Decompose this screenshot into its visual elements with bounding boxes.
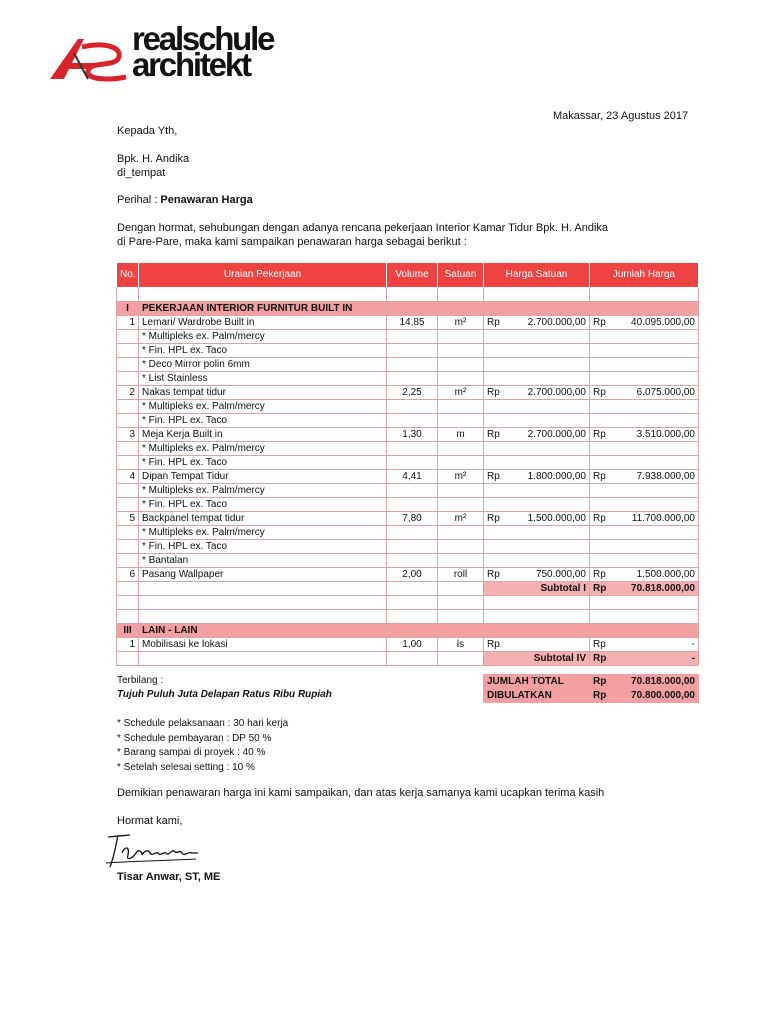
terbilang-text: Tujuh Puluh Juta Delapan Ratus Ribu Rupiah <box>117 689 332 700</box>
item-unit <box>438 554 484 568</box>
subtotal-amount: - <box>691 652 695 664</box>
item-total-value: 3.510.000,00 <box>636 428 695 440</box>
table-cell <box>484 554 590 568</box>
table-cell <box>139 652 387 666</box>
item-unit-price-value: 2.700.000,00 <box>527 316 586 328</box>
table-cell <box>438 302 484 316</box>
item-unit-price <box>484 512 590 526</box>
subtotal-value <box>590 652 699 666</box>
table-cell <box>484 288 590 302</box>
item-description: * Fin. HPL ex. Taco <box>139 540 387 554</box>
currency: Rp <box>487 428 500 440</box>
table-row <box>117 400 699 414</box>
item-volume <box>387 442 438 456</box>
item-volume <box>387 498 438 512</box>
table-cell <box>387 582 438 596</box>
table-cell <box>484 344 590 358</box>
table-cell <box>590 372 699 386</box>
quotation-table <box>116 262 699 666</box>
currency: Rp <box>487 386 500 398</box>
table-cell <box>590 610 699 624</box>
item-volume <box>387 484 438 498</box>
table-cell <box>117 610 139 624</box>
item-volume: 1,30 <box>387 428 438 442</box>
note-line: * Barang sampai di proyek : 40 % <box>117 747 266 758</box>
company-name-line1: realschule <box>132 20 274 57</box>
item-no <box>117 456 139 470</box>
table-cell <box>590 624 699 638</box>
table-row <box>117 428 699 442</box>
item-total-value: 40.095.000,00 <box>631 316 695 328</box>
item-no: 4 <box>117 470 139 484</box>
table-cell <box>139 288 387 302</box>
item-total-value: 6.075.000,00 <box>636 386 695 398</box>
table-row <box>117 484 699 498</box>
table-cell <box>484 358 590 372</box>
item-description: * Deco Mirror polin 6mm <box>139 358 387 372</box>
item-unit-price-value: 2.700.000,00 <box>527 386 586 398</box>
item-no <box>117 414 139 428</box>
item-unit <box>438 330 484 344</box>
table-row <box>117 512 699 526</box>
item-description: * Multipleks ex. Palm/mercy <box>139 330 387 344</box>
item-description: * Bantalan <box>139 554 387 568</box>
table-row <box>117 344 699 358</box>
item-volume: 1,00 <box>387 638 438 652</box>
item-unit-price-value: 1.500.000,00 <box>527 512 586 524</box>
table-row <box>117 330 699 344</box>
item-no: 1 <box>117 638 139 652</box>
header-uraian: Uraian Pekerjaan <box>139 263 387 288</box>
greeting: Kepada Yth, <box>117 125 178 137</box>
table-cell <box>484 540 590 554</box>
dibulatkan-label: DIBULATKAN <box>484 689 590 703</box>
item-total-value: 1.500.000,00 <box>636 568 695 580</box>
item-total <box>590 386 699 400</box>
table-cell <box>139 596 387 610</box>
item-unit <box>438 442 484 456</box>
item-volume: 14,85 <box>387 316 438 330</box>
subtotal-row <box>117 652 699 666</box>
item-unit: ls <box>438 638 484 652</box>
item-volume <box>387 330 438 344</box>
item-unit <box>438 372 484 386</box>
item-unit: m <box>438 428 484 442</box>
item-description: Dipan Tempat Tidur <box>139 470 387 484</box>
item-description: * List Stainless <box>139 372 387 386</box>
section-no: I <box>117 302 139 316</box>
section-no: III <box>117 624 139 638</box>
table-cell <box>484 624 590 638</box>
table-cell <box>484 526 590 540</box>
item-unit-price-value: 1.800.000,00 <box>527 470 586 482</box>
item-total <box>590 568 699 582</box>
table-cell <box>387 302 438 316</box>
table-cell <box>484 330 590 344</box>
table-row <box>117 414 699 428</box>
currency: Rp <box>593 582 607 594</box>
signer-name: Tisar Anwar, ST, ME <box>117 871 221 883</box>
currency: Rp <box>590 689 612 703</box>
table-cell <box>484 442 590 456</box>
item-volume <box>387 456 438 470</box>
item-description: Backpanel tempat tidur <box>139 512 387 526</box>
total-row <box>484 675 699 689</box>
table-cell <box>484 484 590 498</box>
currency: Rp <box>593 386 606 398</box>
item-description: Lemari/ Wardrobe Built in <box>139 316 387 330</box>
item-total-value: - <box>691 638 695 650</box>
empty-row <box>117 596 699 610</box>
table-cell <box>438 624 484 638</box>
table-cell <box>438 288 484 302</box>
item-volume <box>387 414 438 428</box>
table-cell <box>387 288 438 302</box>
item-unit <box>438 498 484 512</box>
currency: Rp <box>593 652 607 664</box>
item-no: 3 <box>117 428 139 442</box>
header-satuan: Satuan <box>438 263 484 288</box>
header-no: No. <box>117 263 139 288</box>
company-logo-icon <box>48 33 130 85</box>
item-unit <box>438 400 484 414</box>
intro-line-1: Dengan hormat, sehubungan dengan adanya rencana pekerjaan Interior Kamar Tidur Bpk. H. Andika <box>117 222 609 234</box>
item-no <box>117 484 139 498</box>
table-row <box>117 456 699 470</box>
item-no <box>117 540 139 554</box>
table-cell <box>117 582 139 596</box>
item-no <box>117 400 139 414</box>
table-row <box>117 540 699 554</box>
table-row <box>117 526 699 540</box>
subtotal-value <box>590 582 699 596</box>
table-cell <box>484 610 590 624</box>
item-description: * Multipleks ex. Palm/mercy <box>139 526 387 540</box>
item-description: * Multipleks ex. Palm/mercy <box>139 442 387 456</box>
item-volume: 2,25 <box>387 386 438 400</box>
recipient-place: di_tempat <box>117 167 166 179</box>
item-no: 5 <box>117 512 139 526</box>
subject-label: Perihal : <box>117 194 161 206</box>
table-cell <box>590 358 699 372</box>
item-unit-price <box>484 428 590 442</box>
table-row <box>117 358 699 372</box>
table-row <box>117 386 699 400</box>
table-row <box>117 568 699 582</box>
subtotal-row <box>117 582 699 596</box>
item-volume: 2,00 <box>387 568 438 582</box>
subtotal-amount: 70.818.000,00 <box>631 582 695 594</box>
currency: Rp <box>593 316 606 328</box>
currency: Rp <box>487 638 500 650</box>
table-cell <box>484 372 590 386</box>
currency: Rp <box>593 512 606 524</box>
empty-row <box>117 610 699 624</box>
item-unit <box>438 344 484 358</box>
table-header-row <box>117 263 699 288</box>
table-cell <box>484 414 590 428</box>
currency: Rp <box>487 512 500 524</box>
table-row <box>117 554 699 568</box>
item-no: 6 <box>117 568 139 582</box>
item-description: * Fin. HPL ex. Taco <box>139 414 387 428</box>
item-unit-price <box>484 470 590 484</box>
table-cell <box>438 582 484 596</box>
table-cell <box>590 442 699 456</box>
table-cell <box>590 288 699 302</box>
table-cell <box>590 526 699 540</box>
item-total <box>590 638 699 652</box>
item-unit: m² <box>438 386 484 400</box>
closing-text: Demikian penawaran harga ini kami sampaikan, dan atas kerja samanya kami ucapkan terima kasih <box>117 787 605 799</box>
item-unit: m² <box>438 512 484 526</box>
signature-image <box>100 823 204 871</box>
totals-table <box>483 674 699 703</box>
item-description: Mobilisasi ke lokasi <box>139 638 387 652</box>
section-title: PEKERJAAN INTERIOR FURNITUR BUILT IN <box>139 302 387 316</box>
table-cell <box>484 400 590 414</box>
table-cell <box>387 596 438 610</box>
item-total <box>590 470 699 484</box>
table-row <box>117 470 699 484</box>
currency: Rp <box>487 316 500 328</box>
item-no <box>117 526 139 540</box>
recipient-name: Bpk. H. Andika <box>117 153 190 165</box>
item-total-value: 11.700.000,00 <box>631 512 695 524</box>
table-cell <box>387 624 438 638</box>
table-cell <box>590 596 699 610</box>
item-unit <box>438 414 484 428</box>
item-description: * Multipleks ex. Palm/mercy <box>139 400 387 414</box>
table-cell <box>484 302 590 316</box>
item-no <box>117 344 139 358</box>
subtotal-label: Subtotal IV <box>484 652 590 666</box>
item-volume <box>387 358 438 372</box>
item-unit <box>438 358 484 372</box>
item-unit-price <box>484 568 590 582</box>
table-cell <box>484 456 590 470</box>
item-volume <box>387 526 438 540</box>
table-cell <box>387 610 438 624</box>
table-cell <box>139 582 387 596</box>
table-cell <box>590 540 699 554</box>
item-no <box>117 330 139 344</box>
currency: Rp <box>593 568 606 580</box>
terbilang-label: Terbilang : <box>117 675 164 686</box>
item-no <box>117 358 139 372</box>
table-cell <box>117 652 139 666</box>
item-description: * Fin. HPL ex. Taco <box>139 498 387 512</box>
item-volume <box>387 372 438 386</box>
item-total <box>590 512 699 526</box>
currency: Rp <box>593 470 606 482</box>
table-cell <box>484 596 590 610</box>
item-unit-price <box>484 316 590 330</box>
table-row <box>117 316 699 330</box>
item-volume <box>387 554 438 568</box>
section-title: LAIN - LAIN <box>139 624 387 638</box>
table-cell <box>590 554 699 568</box>
table-cell <box>590 484 699 498</box>
quotation-body <box>117 288 699 666</box>
company-name-line2: architekt <box>132 46 250 83</box>
letter-date: Makassar, 23 Agustus 2017 <box>553 110 689 122</box>
item-volume: 7,80 <box>387 512 438 526</box>
item-volume: 4,41 <box>387 470 438 484</box>
item-volume <box>387 400 438 414</box>
table-row <box>117 372 699 386</box>
item-no <box>117 498 139 512</box>
rounded-row <box>484 689 699 703</box>
section-row <box>117 302 699 316</box>
currency: Rp <box>487 568 500 580</box>
regards-text: Hormat kami, <box>117 815 183 827</box>
item-description: Pasang Wallpaper <box>139 568 387 582</box>
subject-line <box>117 193 253 207</box>
item-description: * Fin. HPL ex. Taco <box>139 344 387 358</box>
empty-row <box>117 288 699 302</box>
subject-text: Penawaran Harga <box>160 194 253 206</box>
schedule-notes <box>117 717 288 775</box>
table-cell <box>117 596 139 610</box>
header-jumlah-harga: Jumlah Harga <box>590 263 699 288</box>
company-name <box>132 20 274 83</box>
item-unit <box>438 540 484 554</box>
item-description: Nakas tempat tidur <box>139 386 387 400</box>
item-unit-price-value: 750.000,00 <box>535 568 586 580</box>
item-unit: m² <box>438 470 484 484</box>
table-cell <box>387 652 438 666</box>
item-total <box>590 316 699 330</box>
currency: Rp <box>487 470 500 482</box>
table-row <box>117 638 699 652</box>
jumlah-total-label: JUMLAH TOTAL <box>484 675 590 689</box>
table-cell <box>117 288 139 302</box>
item-unit <box>438 526 484 540</box>
intro-line-2: di Pare-Pare, maka kami sampaikan penawaran harga sebagai berikut : <box>117 236 467 248</box>
table-row <box>117 498 699 512</box>
item-description: * Fin. HPL ex. Taco <box>139 456 387 470</box>
item-unit-price <box>484 386 590 400</box>
table-cell <box>590 414 699 428</box>
jumlah-total-value: 70.818.000,00 <box>612 675 699 689</box>
table-cell <box>590 456 699 470</box>
item-description: * Multipleks ex. Palm/mercy <box>139 484 387 498</box>
currency: Rp <box>593 428 606 440</box>
item-no: 1 <box>117 316 139 330</box>
item-unit-price <box>484 638 590 652</box>
item-no: 2 <box>117 386 139 400</box>
table-cell <box>590 498 699 512</box>
section-row <box>117 624 699 638</box>
header-harga-satuan: Harga Satuan <box>484 263 590 288</box>
item-volume <box>387 344 438 358</box>
note-line: * Schedule pembayaran : DP 50 % <box>117 732 272 744</box>
item-unit: roll <box>438 568 484 582</box>
table-cell <box>484 498 590 512</box>
table-cell <box>438 652 484 666</box>
item-no <box>117 442 139 456</box>
table-cell <box>438 596 484 610</box>
table-cell <box>438 610 484 624</box>
subtotal-label: Subtotal I <box>484 582 590 596</box>
note-line: * Setelah selesai setting : 10 % <box>117 761 255 773</box>
item-unit <box>438 456 484 470</box>
item-volume <box>387 540 438 554</box>
item-unit-price-value: 2.700.000,00 <box>527 428 586 440</box>
item-total <box>590 428 699 442</box>
item-description: Meja Kerja Built in <box>139 428 387 442</box>
table-cell <box>590 344 699 358</box>
item-unit <box>438 484 484 498</box>
dibulatkan-value: 70.800.000,00 <box>612 689 699 703</box>
currency: Rp <box>593 638 606 650</box>
table-row <box>117 442 699 456</box>
item-no <box>117 372 139 386</box>
item-no <box>117 554 139 568</box>
item-unit: m² <box>438 316 484 330</box>
table-cell <box>590 330 699 344</box>
table-cell <box>590 400 699 414</box>
table-cell <box>590 302 699 316</box>
header-volume: Volume <box>387 263 438 288</box>
table-cell <box>139 610 387 624</box>
item-total-value: 7.938.000,00 <box>636 470 695 482</box>
currency: Rp <box>590 675 612 689</box>
note-line: * Schedule pelaksanaan : 30 hari kerja <box>117 718 289 729</box>
